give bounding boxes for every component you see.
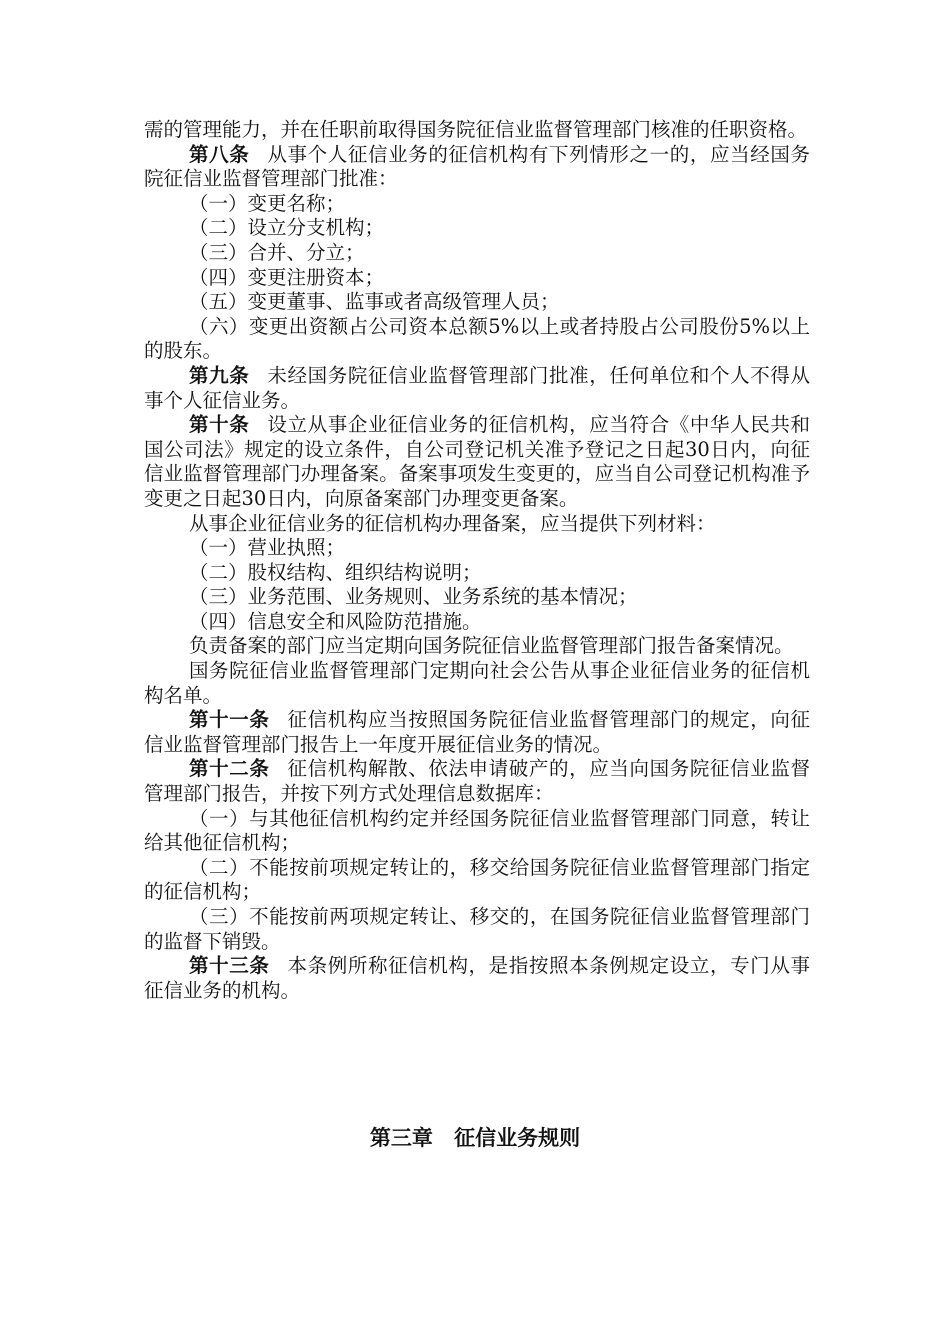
list-item <box>144 585 810 610</box>
paragraph <box>144 118 810 143</box>
article-number: 第十条 <box>189 413 250 437</box>
paragraph <box>144 856 810 905</box>
paragraph <box>144 634 810 659</box>
article-paragraph <box>144 954 810 1003</box>
paragraph-text: （三）合并、分立； <box>189 240 365 264</box>
paragraph-text: （一）营业执照； <box>189 536 346 560</box>
list-item <box>144 290 810 315</box>
paragraph-text: 未经国务院征信业监督管理部门批准，任何单位和个人不得从事个人征信业务。 <box>144 363 810 412</box>
article-paragraph <box>144 708 810 757</box>
list-item <box>144 216 810 241</box>
article-number: 第八条 <box>189 142 250 166</box>
article-number: 第十三条 <box>189 954 270 978</box>
list-item <box>144 536 810 561</box>
paragraph-text: （二）设立分支机构； <box>189 216 385 240</box>
article-paragraph <box>144 143 810 192</box>
paragraph <box>144 512 810 537</box>
paragraph <box>144 807 810 856</box>
paragraph-text: 本条例所称征信机构，是指按照本条例规定设立，专门从事征信业务的机构。 <box>144 954 810 1002</box>
paragraph-text: （三）不能按前两项规定转让、移交的，在国务院征信业监督管理部门的监督下销毁。 <box>144 905 810 953</box>
paragraph-text: 负责备案的部门应当定期向国务院征信业监督管理部门报告备案情况。 <box>189 634 794 658</box>
paragraph-text: 需的管理能力，并在任职前取得国务院征信业监督管理部门核准的任职资格。 <box>144 118 808 141</box>
article-paragraph <box>144 757 810 806</box>
document-body <box>144 118 810 1003</box>
list-item <box>144 610 810 635</box>
paragraph-text: （五）变更董事、监事或者高级管理人员； <box>189 290 560 314</box>
paragraph-text: （一）变更名称； <box>189 191 346 215</box>
paragraph-text: 征信机构解散、依法申请破产的，应当向国务院征信业监督管理部门报告，并按下列方式处理信息数据库： <box>144 757 810 806</box>
article-paragraph <box>144 364 810 413</box>
paragraph <box>144 905 810 954</box>
paragraph-text: 设立从事企业征信业务的征信机构，应当符合《中华人民共和国公司法》规定的设立条件，自公司登记机关准予登记之日起30日内，向征信业监督管理部门办理备案。备案事项发生变更的，应当自公司登记机构准予变更之日起30日内，向原备案部门办理变更备案。 <box>144 413 810 510</box>
article-number: 第十二条 <box>189 757 270 781</box>
article-paragraph <box>144 413 810 511</box>
paragraph <box>144 659 810 708</box>
article-number: 第九条 <box>189 363 250 387</box>
paragraph-text: （三）业务范围、业务规则、业务系统的基本情况； <box>189 585 638 609</box>
paragraph-text: （四）信息安全和风险防范措施。 <box>189 609 482 633</box>
chapter-heading: 第三章 征信业务规则 <box>369 1126 581 1150</box>
paragraph-text: （二）股权结构、组织结构说明； <box>189 560 482 584</box>
paragraph-text: （一）与其他征信机构约定并经国务院征信业监督管理部门同意，转让给其他征信机构； <box>144 806 810 855</box>
paragraph-text: （四）变更注册资本； <box>189 265 385 289</box>
paragraph <box>144 315 810 364</box>
paragraph-text: （六）变更出资额占公司资本总额5%以上或者持股占公司股份5%以上的股东。 <box>144 314 810 363</box>
paragraph-text: 征信机构应当按照国务院征信业监督管理部门的规定，向征信业监督管理部门报告上一年度开展征信业务的情况。 <box>144 708 810 756</box>
paragraph-text: 从事企业征信业务的征信机构办理备案，应当提供下列材料： <box>189 511 716 535</box>
list-item <box>144 266 810 291</box>
article-number: 第十一条 <box>189 708 270 732</box>
paragraph-text: 国务院征信业监督管理部门定期向社会公告从事企业征信业务的征信机构名单。 <box>144 659 810 707</box>
list-item <box>144 561 810 586</box>
paragraph-text: （二）不能按前项规定转让的，移交给国务院征信业监督管理部门指定的征信机构； <box>144 855 810 904</box>
list-item <box>144 241 810 266</box>
list-item <box>144 192 810 217</box>
paragraph-text: 从事个人征信业务的征信机构有下列情形之一的，应当经国务院征信业监督管理部门批准： <box>144 142 810 191</box>
